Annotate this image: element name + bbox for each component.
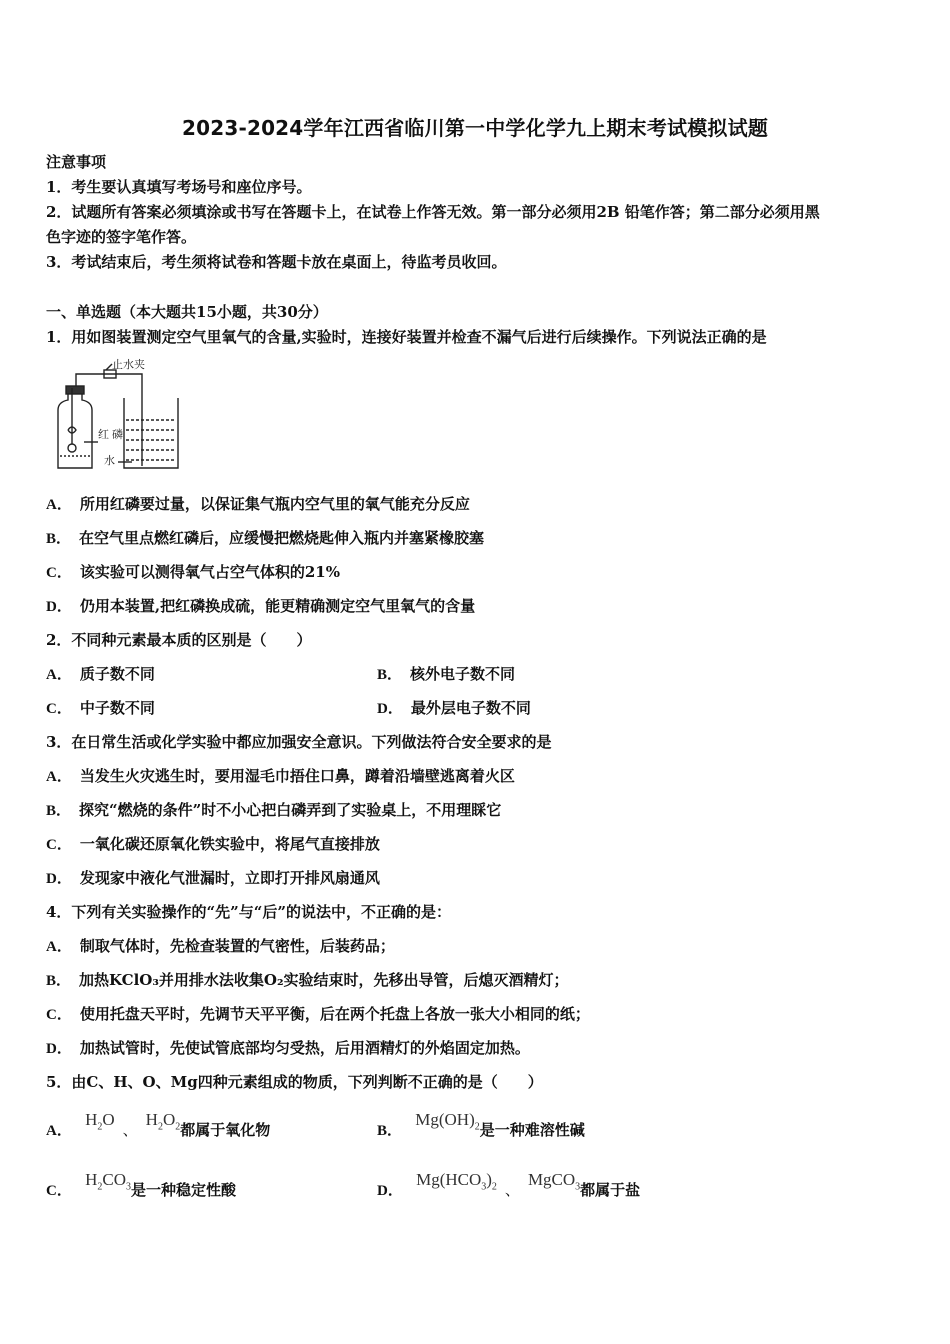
beaker-shape: [124, 398, 178, 468]
figure-label-clip: 止水夹: [112, 358, 145, 371]
apparatus-figure: [46, 358, 186, 474]
option-d: D． 发现家中液化气泄漏时，立即打开排风扇通风: [46, 869, 380, 887]
option-b: B． 核外电子数不同: [377, 665, 516, 683]
option-d: D． 加热试管时，先使试管底部均匀受热，后用酒精灯的外焰固定加热。: [46, 1039, 530, 1057]
notice-item: 1．考生要认真填写考场号和座位序号。: [46, 178, 312, 196]
option-b: B． 探究“燃烧的条件”时不小心把白磷弄到了实验桌上，不用理睬它: [46, 801, 502, 819]
option-a: A． 质子数不同: [46, 665, 155, 683]
option-b: B． 在空气里点燃红磷后，应缓慢把燃烧匙伸入瓶内并塞紧橡胶塞: [46, 529, 485, 547]
option-c: C． $H_2CO_3$是一种稳定性酸: [46, 1170, 236, 1199]
figure-label-red: 红: [98, 428, 109, 441]
option-d: D． $Mg(HCO_3)_2$ 、MgCO$_3$都属于盐: [377, 1170, 641, 1199]
notice-heading: 注意事项: [46, 153, 107, 171]
option-c: C． 中子数不同: [46, 699, 155, 717]
figure-label-phosphorus: 磷: [112, 428, 123, 441]
formula-h2o: $H_2O$: [85, 1110, 115, 1133]
notice-item: 色字迹的签字笔作答。: [46, 228, 197, 246]
formula-mghco32: $Mg(HCO_3)_2$: [416, 1170, 497, 1193]
formula-mgco3: MgCO$_3$: [527, 1170, 581, 1193]
question-stem: 2．不同种元素最本质的区别是（ ）: [46, 631, 312, 649]
formula-h2co3: $H_2CO_3$: [85, 1170, 131, 1193]
question-stem: 1．用如图装置测定空气里氧气的含量,实验时，连接好装置并检查不漏气后进行后续操作。下列说法正确的是: [46, 328, 767, 346]
option-a: A． 制取气体时，先检查装置的气密性，后装药品；: [46, 937, 395, 955]
option-a: A． 当发生火灾逃生时，要用湿毛巾捂住口鼻，蹲着沿墙壁逃离着火区: [46, 767, 515, 785]
question-stem: 4．下列有关实验操作的“先”与“后”的说法中，不正确的是：: [46, 903, 451, 921]
stopper-shape: [66, 386, 84, 394]
formula-mgoh2: $Mg(OH)_2$: [415, 1110, 480, 1133]
option-a: A． $H_2O$、$H_2O_2$都属于氧化物: [46, 1110, 271, 1139]
section-heading: 一、单选题（本大题共15小题，共30分）: [46, 303, 328, 321]
notice-item: 3．考试结束后，考生须将试卷和答题卡放在桌面上，待监考员收回。: [46, 253, 507, 271]
option-d: D． 最外层电子数不同: [377, 699, 531, 717]
notice-item: 2．试题所有答案必须填涂或书写在答题卡上，在试卷上作答无效。第一部分必须用2B 铅笔作答；第二部分必须用黑: [46, 203, 820, 221]
option-b: B． 加热KClO₃并用排水法收集O₂实验结束时，先移出导管，后熄灭酒精灯；: [46, 971, 569, 989]
gas-bottle-shape: [58, 392, 92, 468]
option-a: A． 所用红磷要过量，以保证集气瓶内空气里的氧气能充分反应: [46, 495, 470, 513]
option-b: B． $Mg(OH)_2$是一种难溶性碱: [377, 1110, 585, 1139]
formula-h2o2: $H_2O_2$: [145, 1110, 181, 1133]
option-c: C． 该实验可以测得氧气占空气体积的21%: [46, 563, 340, 581]
option-c: C． 一氧化碳还原氧化铁实验中，将尾气直接排放: [46, 835, 380, 853]
page-title: 2023-2024学年江西省临川第一中学化学九上期末考试模拟试题: [181, 116, 769, 140]
question-stem: 5．由C、H、O、Mg四种元素组成的物质，下列判断不正确的是（ ）: [46, 1073, 543, 1091]
option-c: C． 使用托盘天平时，先调节天平平衡，后在两个托盘上各放一张大小相同的纸；: [46, 1005, 590, 1023]
option-d: D． 仍用本装置,把红磷换成硫，能更精确测定空气里氧气的含量: [46, 597, 476, 615]
figure-label-water: 水: [104, 454, 115, 467]
question-stem: 3．在日常生活或化学实验中都应加强安全意识。下列做法符合安全要求的是: [46, 733, 552, 751]
